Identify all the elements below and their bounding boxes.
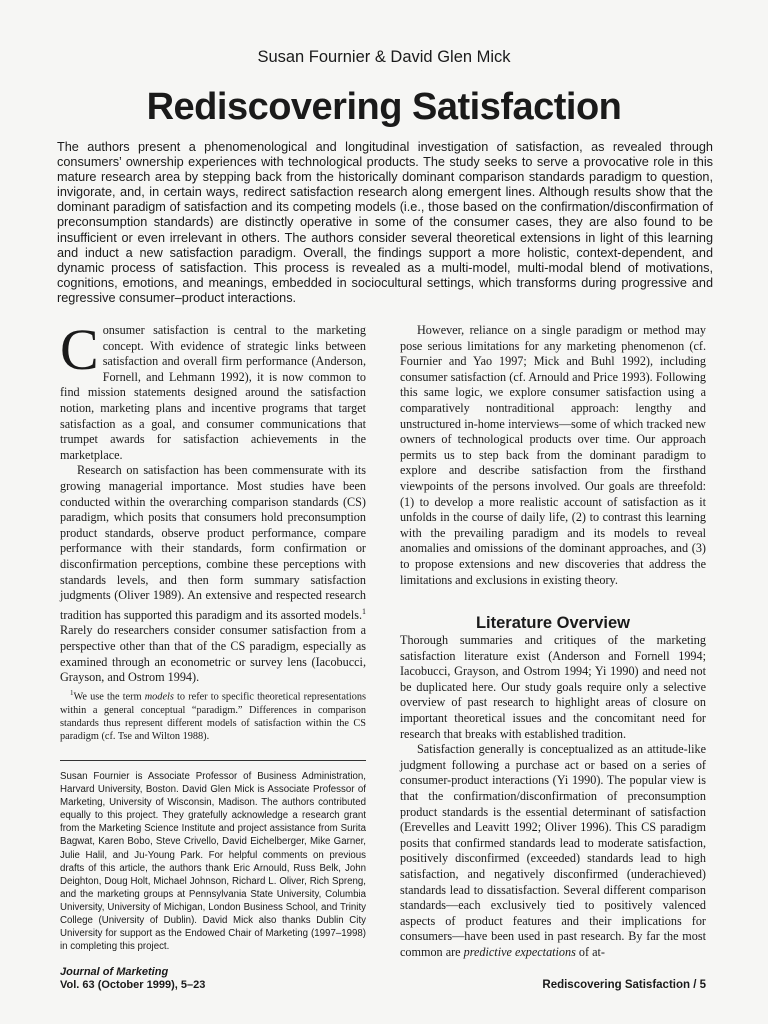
running-footer: Rediscovering Satisfaction / 5	[542, 979, 706, 991]
research-paragraph-text-b: Rarely do researchers consider consumer satisfaction from a perspective other than that of the CS paradigm, especially as examined through an econometric or survey lens (Iacobucci, Grayson, and Ostrom 1994).	[60, 623, 366, 685]
satisfaction-italic: predictive expectations	[463, 944, 576, 959]
literature-overview-body	[400, 633, 706, 960]
author-note	[60, 770, 366, 953]
journal-issue: Vol. 63 (October 1999), 5–23	[60, 979, 206, 991]
satisfaction-text-b: of at-	[575, 944, 605, 959]
research-paragraph	[60, 463, 366, 685]
section-heading: Literature Overview	[475, 614, 631, 632]
intro-paragraph-text: onsumer satisfaction is central to the marketing concept. With evidence of strategic links between satisfaction and overall firm performance (Anderson, Fornell, and Lehmann 1992), it is now common to find mission statements designed around the satisfaction notion, marketing plans and incentive programs that target satisfaction as a goal, and consumer communications that trumpet awards for satisfaction achievements in the marketplace.	[60, 323, 366, 462]
footnote-divider	[60, 760, 366, 761]
research-paragraph-text-a: Research on satisfaction has been commensurate with its growing managerial importance. Most studies have been conducted within the overarching comparison standards (CS) paradigm, which posits that consumers hold preconsumption product standards, observe product performance, compare performance with their standards, form confirmation or disconfirmation perceptions, combine these perceptions with standards levels, and then form summary satisfaction judgments (Oliver 1989). An extensive and respected research tradition has supported this paradigm and its assorted models.	[60, 463, 366, 622]
journal-name: Journal of Marketing	[60, 966, 169, 978]
satisfaction-text-a: Satisfaction generally is conceptualized as an attitude-like judgment following a purchase act or based on a series of consumer-product interactions (Yi 1990). The popular view is that the confirmation/disconfirmation of preconsumption product standards is the essential determinant of satisfaction (Erevelles and Leavitt 1992; Oliver 1996). This CS paradigm posits that confirmed standards lead to moderate satisfaction, positively disconfirmed (exceeded) standards lead to high satisfaction, and negatively disconfirmed (underachieved) standards lead to dissatisfaction. Several different comparison standards—each exclusively tied to positively valenced aspects of product features and their implications for consumers—have been used in past research. By far the most common are	[400, 742, 706, 959]
footnote-number: 1	[70, 689, 74, 697]
drop-cap: C	[60, 317, 99, 382]
footnote-italic: models	[144, 691, 174, 703]
body-left-column	[60, 317, 366, 686]
journal-citation	[60, 966, 205, 992]
footnote-text-b: to refer to specific theoretical representations within a general conceptual “paradigm.” Differences in comparison standards thus represent different models of satisfaction within the CS paradigm (cf. Tse and Wilton 1988).	[60, 691, 366, 743]
footnote-marker: 1	[362, 606, 366, 616]
overview-paragraph: Thorough summaries and critiques of the marketing satisfaction literature exist (Anderson and Fornell 1994; Iacobucci, Grayson, and Ostrom 1994; Yi 1990) and need not be duplicated here. Our study goals require only a selective overview of past research to highlight areas of closure on important theoretical issues and the concomitant need for research that breaks with established tradition.	[400, 633, 706, 741]
footnote-text-a: We use the term	[73, 691, 145, 703]
intro-paragraph	[60, 317, 366, 463]
footnote	[60, 687, 366, 743]
body-right-column	[400, 323, 706, 588]
article-authors: Susan Fournier & David Glen Mick	[257, 48, 511, 66]
abstract: The authors present a phenomenological and longitudinal investigation of satisfaction, as revealed through consumers’ ownership experiences with technological products. The study seeks to serve a provocative role in this mature research area by stepping back from the historically dominant comparison standards paradigm to question, invigorate, and, in certain ways, redirect satisfaction research along emergent lines. Although results show that the dominant paradigm of satisfaction and its competing models (i.e., those based on the confirmation/disconfirmation of preconsumption standards) are distinctly operative in some of the consumer cases, they are also found to be insufficient or even irrelevant in others. The authors consider several theoretical extensions in light of this learning and induct a new satisfaction paradigm. Overall, the findings support a more holistic, context-dependent, and dynamic process of satisfaction. This process is revealed as a multi-model, multi-modal blend of motivations, cognitions, emotions, and meanings, embedded in sociocultural settings, which transforms during progressive and regressive consumer–product interactions.	[57, 140, 713, 305]
approach-paragraph: However, reliance on a single paradigm or method may pose serious limitations for any marketing phenomenon (cf. Fournier and Yao 1997; Mick and Buhl 1992), including consumer satisfaction (cf. Arnould and Price 1993). Following this same logic, we explore consumer satisfaction using a comparatively nontraditional approach: lengthy and unstructured in-home interviews—some of which tracked new owners of technological products over time. Our approach permits us to step back from the dominant paradigm to explore and describe satisfaction from the firsthand viewpoints of the persons involved. Our goals are threefold: (1) to develop a more realistic account of satisfaction as it unfolds in the course of daily life, (2) to contrast this learning with the prevailing paradigm and its models to reveal anomalies and omissions of the dominant approaches, and (3) to propose extensions and new discoveries that address the limitations and exclusions in existing theory.	[400, 323, 706, 587]
satisfaction-paragraph	[400, 742, 706, 960]
article-title: Rediscovering Satisfaction	[146, 86, 622, 128]
author-note-text: Susan Fournier is Associate Professor of Business Administration, Harvard University, Boston. David Glen Mick is Associate Professor of Marketing, University of Wisconsin, Madison. The authors contributed equally to this project. They gratefully acknowledge a research grant from the Marketing Science Institute and project assistance from Surita Bagwat, Karen Bobo, Steve Crivello, David Eichelberger, Mike Garner, Julie Halil, and Ju-Young Park. For helpful comments on previous drafts of this article, the authors thank Eric Arnould, Russ Belk, John Deighton, Doug Holt, Michael Johnson, Richard L. Oliver, Rich Spreng, and the marketing groups at Pennsylvania State University, Columbia University, University of Michigan, London Business School, and Trinity College (University of Dublin). David Mick also thanks Dublin City University for support as the Endowed Chair of Marketing (1997–1998) in completing this project.	[60, 771, 366, 953]
